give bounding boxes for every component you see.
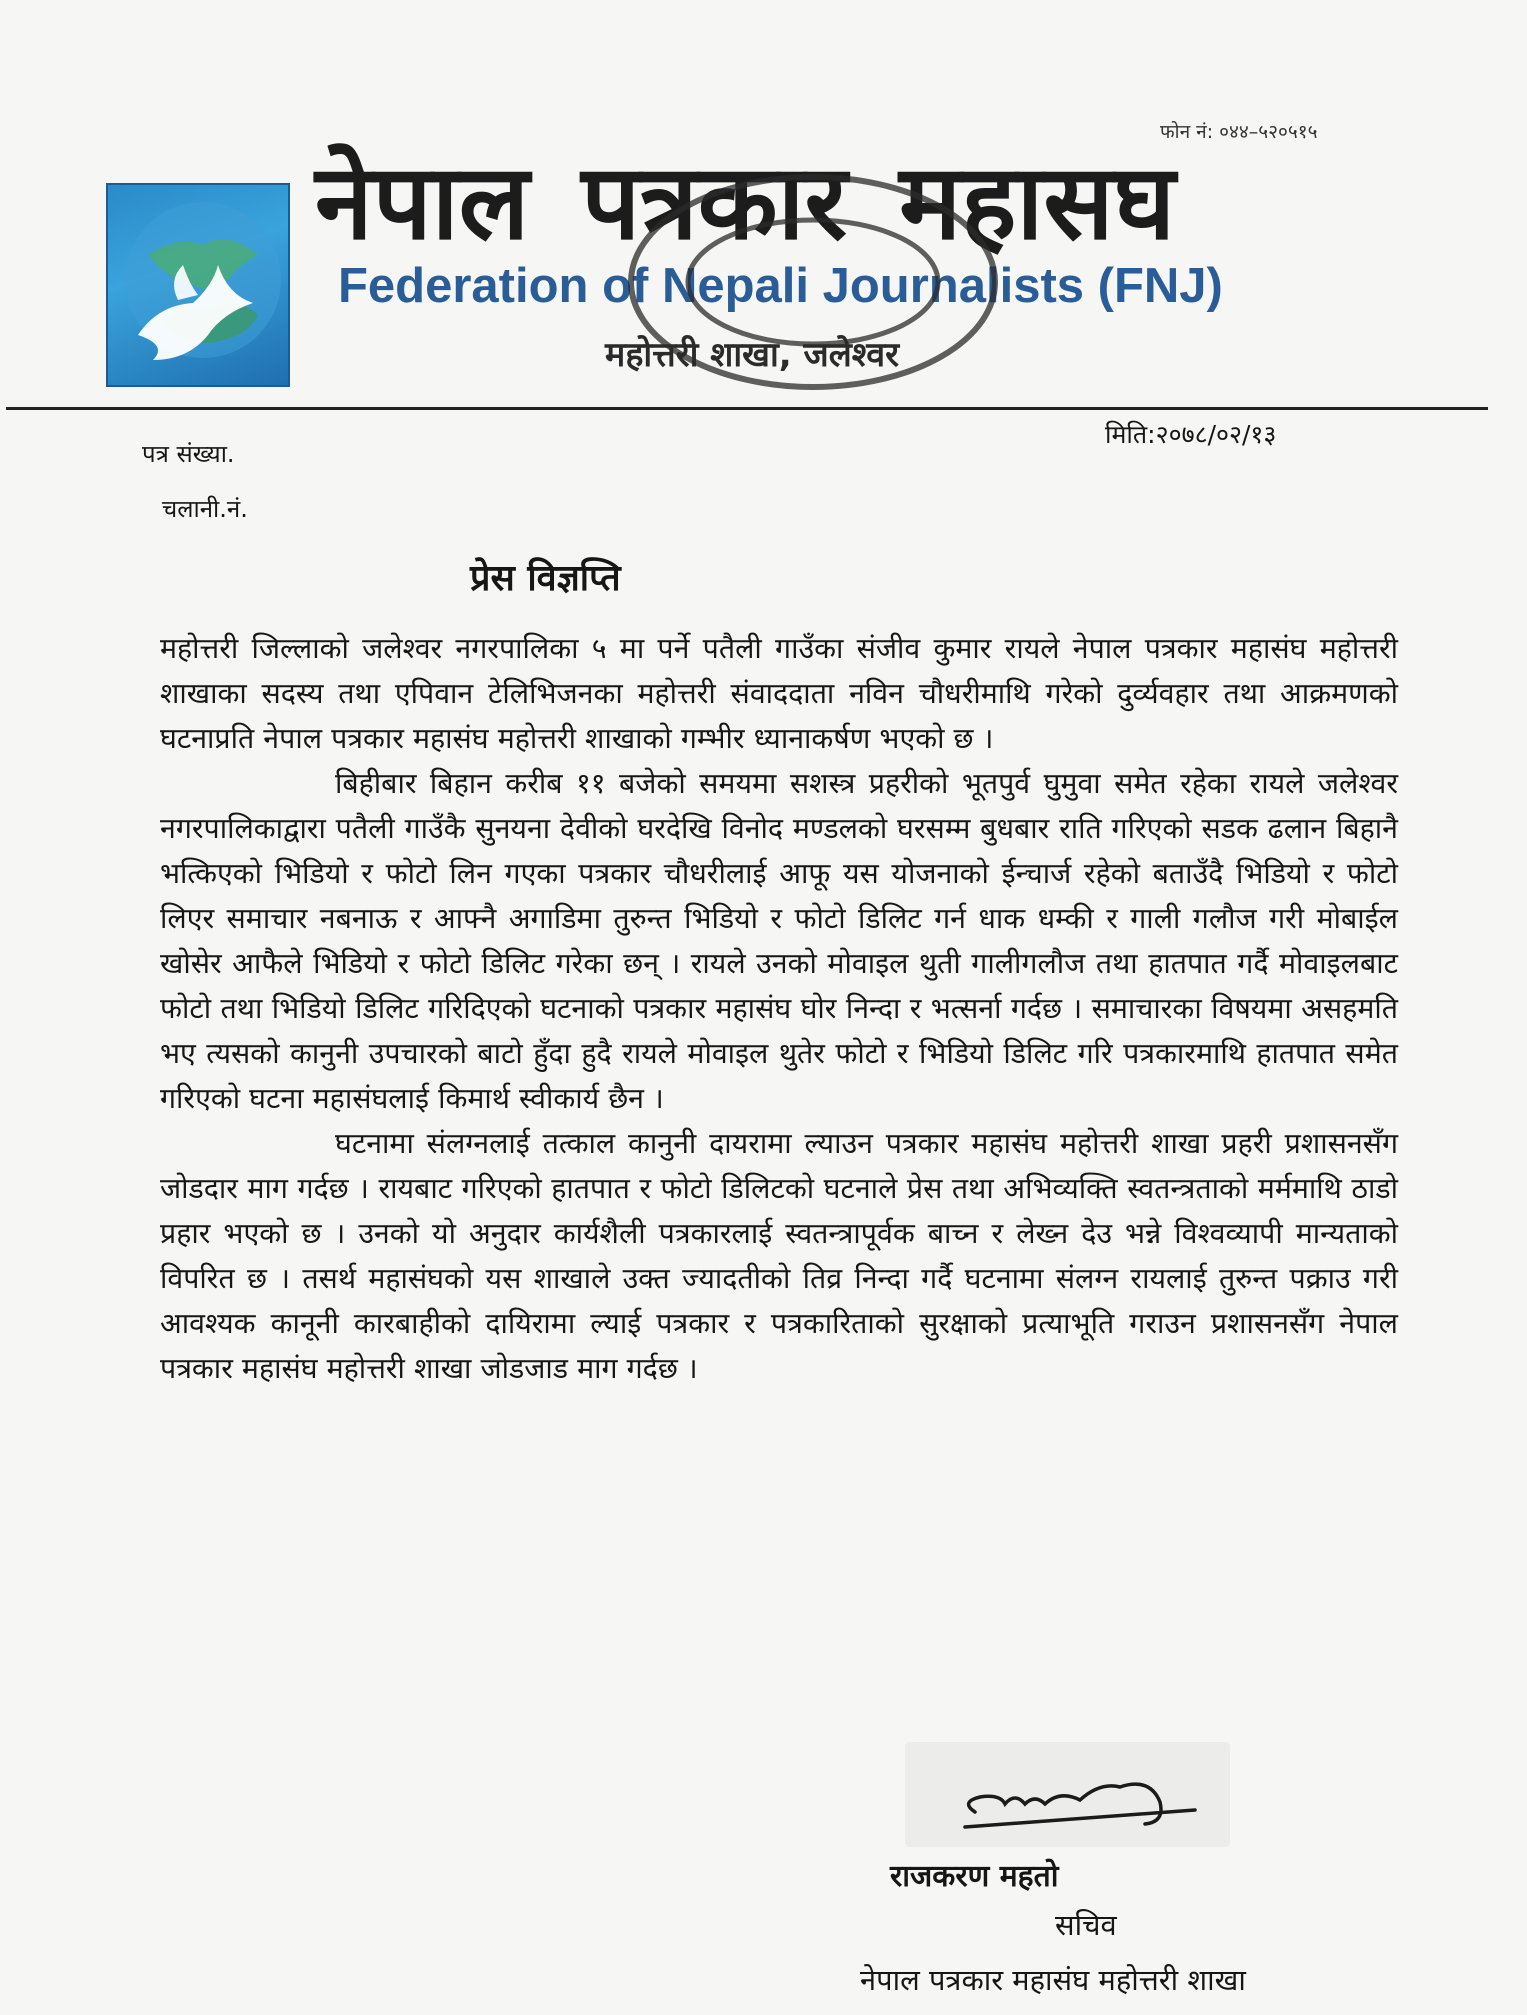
org-title-english: Federation of Nepali Journalists (FNJ)	[338, 259, 1223, 313]
letter-date: मिति:२०७८/०२/१३	[1105, 420, 1277, 449]
body-paragraph: घटनामा संलग्नलाई तत्काल कानुनी दायरामा ल्याउन पत्रकार महासंघ महोत्तरी शाखा प्रहरी प्रशासनसँग जोडदार माग गर्दछ । रायबाट गरिएको हातपात र फोटो डिलिटको घटनाले प्रेस तथा अभिव्यक्ति स्वतन्त्रताको मर्ममाथि ठाडो प्रहार भएको छ । उनको यो अनुदार कार्यशैली पत्रकारलाई स्वतन्त्रापूर्वक बाच्न र लेख्न देउ भन्ने विश्वव्यापी मान्यताको विपरित छ । तसर्थ महासंघको यस शाखाले उक्त ज्यादतीको तिव्र निन्दा गर्दै घटनामा संलग्न रायलाई तुरुन्त पक्राउ गरी आवश्यक कानूनी कारबाहीको दायिरामा ल्याई पत्रकार र पत्रकारिताको सुरक्षाको प्रत्याभूति गराउन प्रशासनसँग नेपाल पत्रकार महासंघ महोत्तरी शाखा जोडजाड माग गर्दछ ।	[160, 1127, 1398, 1385]
letterhead-divider	[6, 407, 1488, 410]
fnj-logo	[106, 183, 290, 387]
signer-name: राजकरण महतो	[890, 1859, 1059, 1894]
org-title-word: नेपाल	[315, 141, 530, 263]
reference-number: पत्र संख्या.	[142, 440, 235, 468]
org-title-devanagari	[315, 141, 1227, 263]
dove-globe-icon	[108, 185, 288, 385]
document-heading: प्रेस विज्ञप्ति	[470, 558, 621, 599]
body-paragraph: महोत्तरी जिल्लाको जलेश्वर नगरपालिका ५ मा पर्ने पतैली गाउँका संजीव कुमार रायले नेपाल पत्रकार महासंघ महोत्तरी शाखाका सदस्य तथा एपिवान टेलिभिजनका महोत्तरी संवाददाता नविन चौधरीमाथि गरेको दुर्व्यवहार तथा आक्रमणको घटनाप्रति नेपाल पत्रकार महासंघ महोत्तरी शाखाको गम्भीर ध्यानाकर्षण भएको छ ।	[160, 632, 1398, 755]
body-paragraph: बिहीबार बिहान करीब ११ बजेको समयमा सशस्त्र प्रहरीको भूतपुर्व घुमुवा समेत रहेका रायले जलेश्वर नगरपालिकाद्वारा पतैली गाउँकै सुनयना देवीको घरदेखि विनोद मण्डलको घरसम्म बुधबार राति गरिएको सडक ढलान बिहानै भत्किएको भिडियो र फोटो लिन गएका पत्रकार चौधरीलाई आफू यस योजनाको ईन्चार्ज रहेको बताउँदै भिडियो र फोटो लिएर समाचार नबनाऊ र आफ्नै अगाडिमा तुरुन्त भिडियो र फोटो डिलिट गर्न धाक धम्की र गाली गलौज गरी मोबाईल खोसेर आफैले भिडियो र फोटो डिलिट गरेका छन् । रायले उनको मोवाइल थुती गालीगलौज तथा हातपात गर्दै मोवाइलबाट फोटो तथा भिडियो डिलिट गरिदिएको घटनाको पत्रकार महासंघ घोर निन्दा र भत्सर्ना गर्दछ । समाचारका विषयमा असहमति भए त्यसको कानुनी उपचारको बाटो हुँदा हुदै रायले मोवाइल थुतेर फोटो र भिडियो डिलिट गरि पत्रकारमाथि हातपात समेत गरिएको घटना महासंघलाई किमार्थ स्वीकार्य छैन ।	[160, 767, 1398, 1115]
signature-mark	[905, 1742, 1230, 1847]
phone-number: फोन नं: ०४४–५२०५१५	[1160, 121, 1318, 143]
signer-organization: नेपाल पत्रकार महासंघ महोत्तरी शाखा	[860, 1963, 1246, 1997]
org-title-word: पत्रकार	[581, 141, 848, 263]
branch-name: महोत्तरी शाखा, जलेश्वर	[605, 335, 900, 375]
org-title-word: महासघ	[899, 141, 1176, 263]
signer-title: सचिव	[1055, 1908, 1117, 1942]
letter-body	[160, 626, 1398, 1391]
dispatch-number: चलानी.नं.	[162, 495, 248, 523]
handwritten-signature	[905, 1742, 1230, 1847]
